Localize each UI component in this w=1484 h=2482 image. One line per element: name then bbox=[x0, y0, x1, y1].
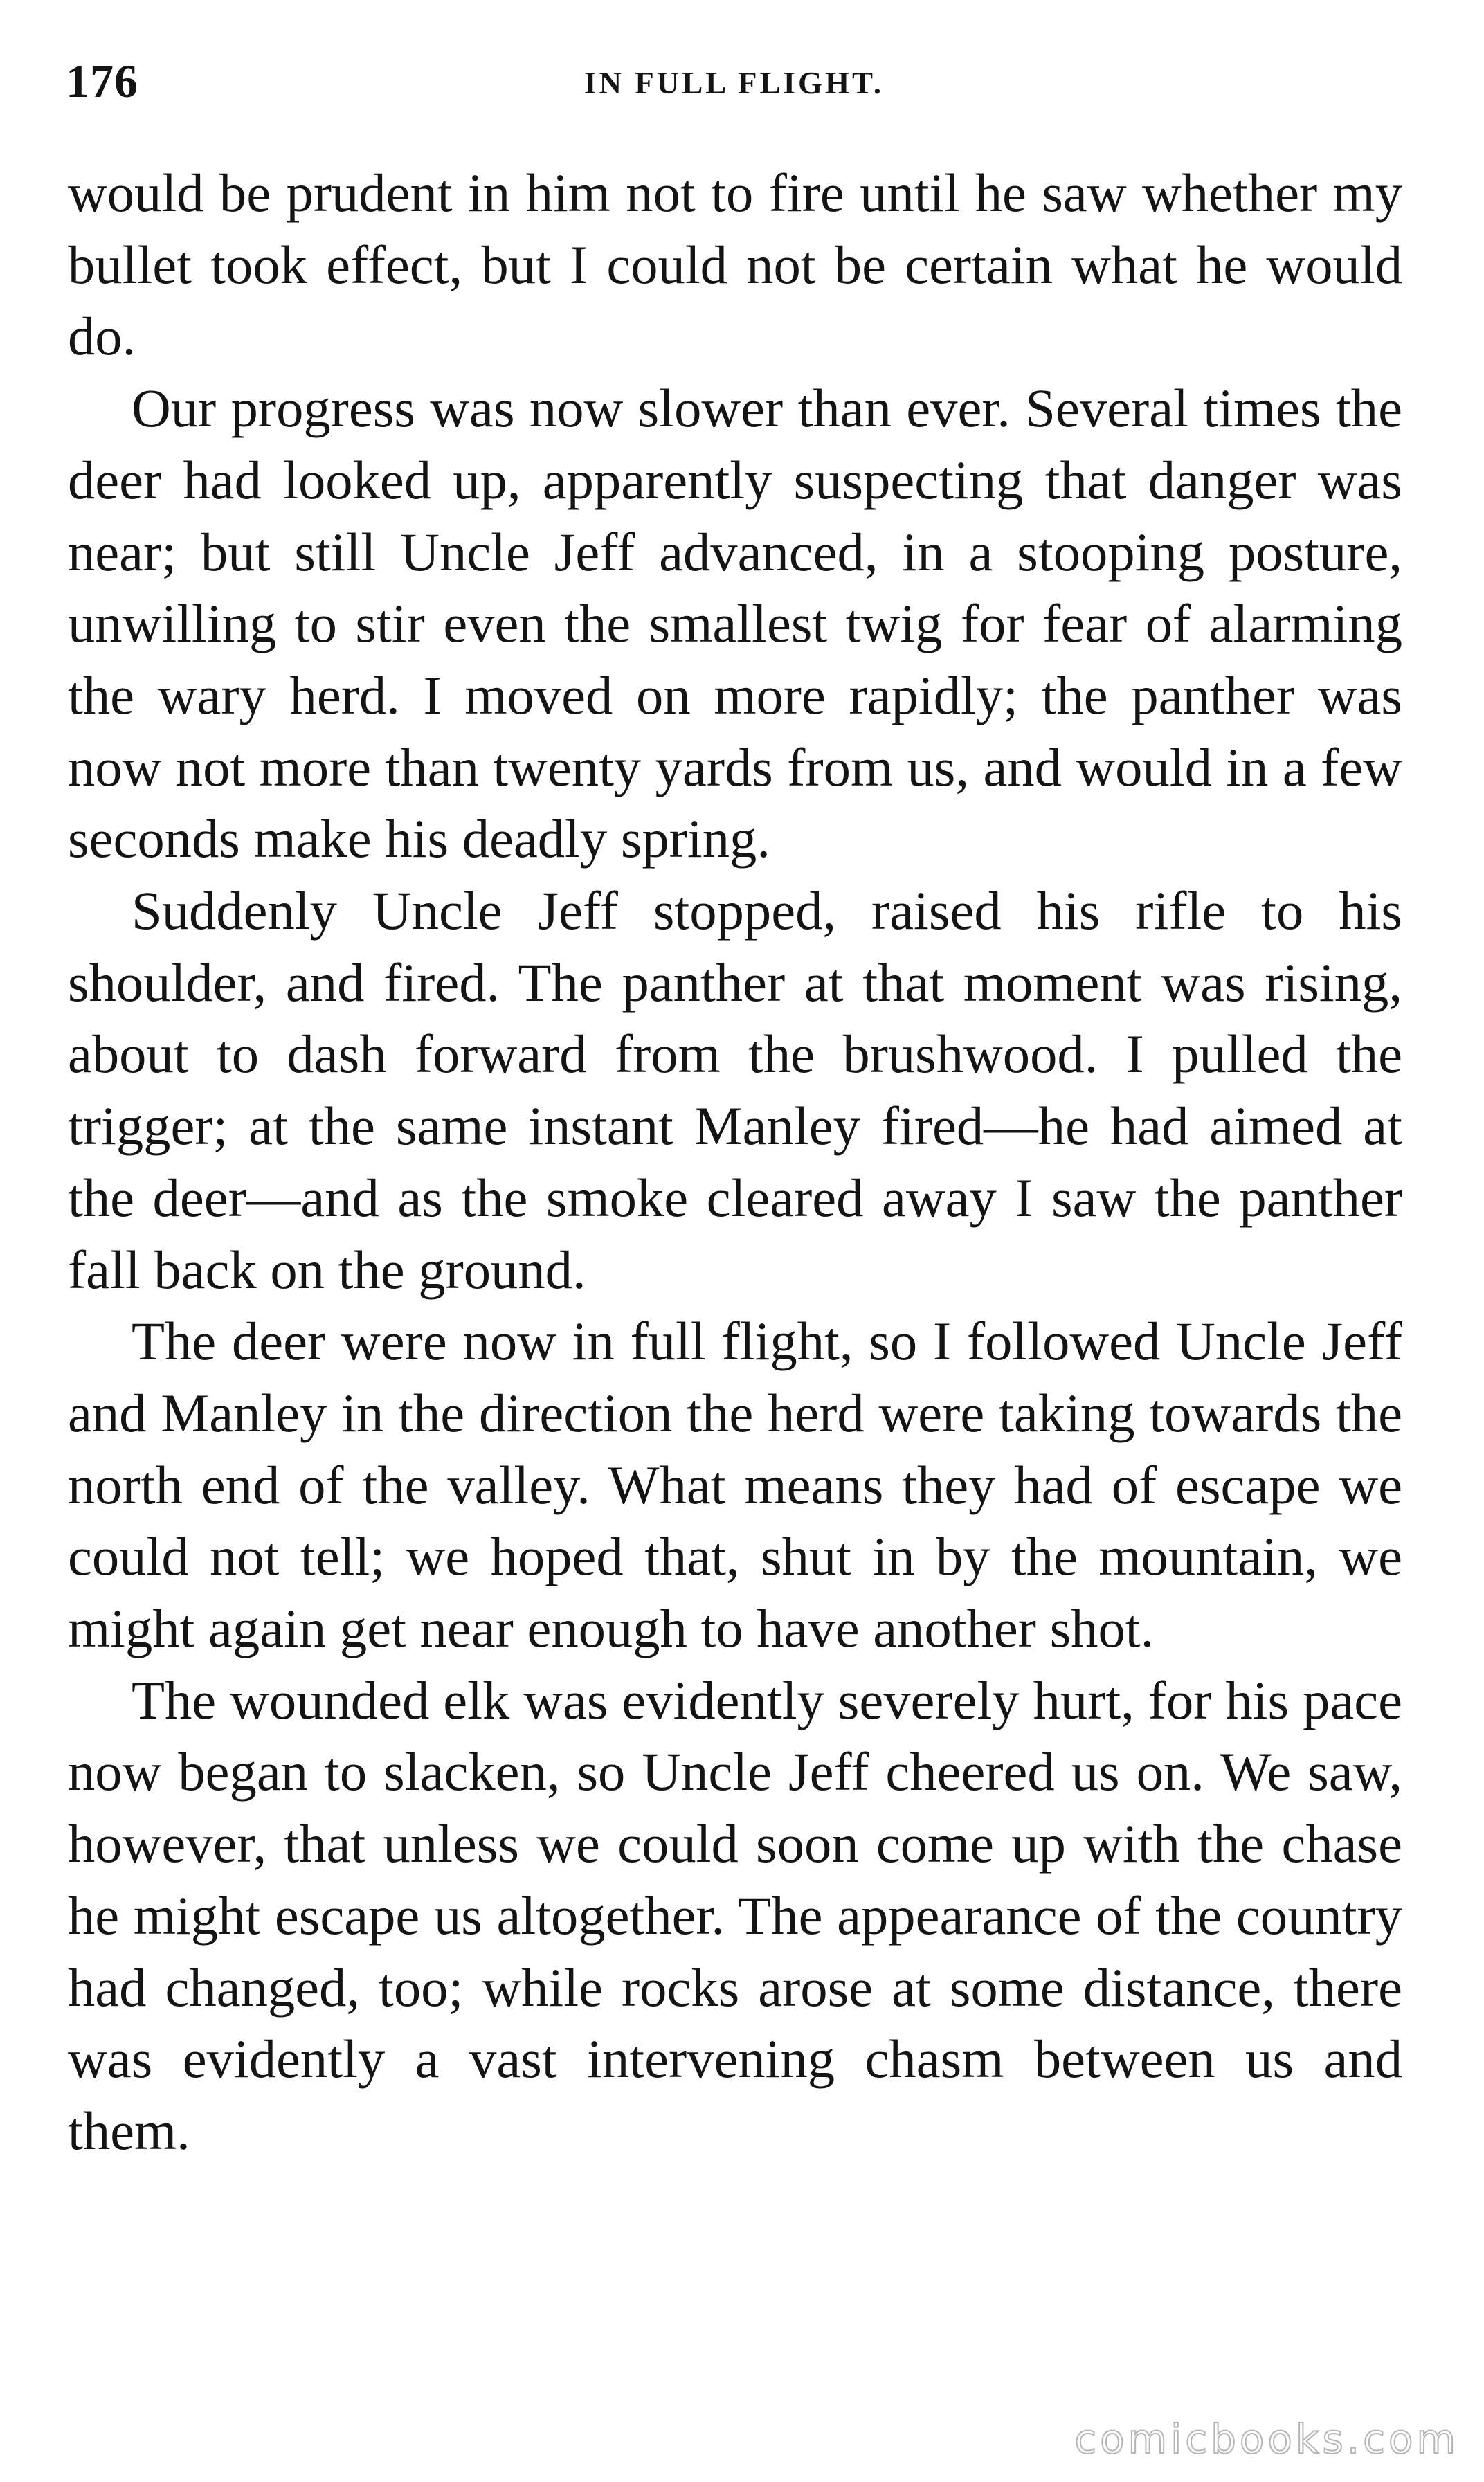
paragraph: The wounded elk was evidently severely hurt, for his pace now began to slacken, so Uncle Jeff cheered us on. We saw, however, that unless we could soon come up with the chase he might escape us altogether. The appearance of the country had changed, too; while rocks arose at some distance, there was evidently a vast intervening chasm between us and them. bbox=[68, 1670, 1402, 2162]
paragraph: Suddenly Uncle Jeff stopped, raised his rifle to his shoulder, and fired. The panther at that moment was rising, about to dash forward from the brushwood. I pulled the trigger; at the same instant Manley fired—he had aimed at the deer—and as the smoke cleared away I saw the panther fall back on the ground. bbox=[68, 881, 1402, 1301]
body-text bbox=[68, 158, 1402, 2168]
running-title: IN FULL FLIGHT. bbox=[584, 66, 884, 100]
watermark: comicbooks.com bbox=[1074, 2416, 1459, 2463]
paragraph: Our progress was now slower than ever. Several times the deer had looked up, apparently suspecting that danger was near; but still Uncle Jeff advanced, in a stooping posture, unwilling to stir even the smallest twig for fear of alarming the wary herd. I moved on more rapidly; the panther was now not more than twenty yards from us, and would in a few seconds make his deadly spring. bbox=[68, 379, 1402, 870]
running-head bbox=[66, 54, 1402, 116]
page-number: 176 bbox=[66, 55, 138, 107]
paragraph: The deer were now in full flight, so I followed Uncle Jeff and Manley in the direction the herd were taking towards the north end of the valley. What means they had of escape we could not tell; we hoped that, shut in by the mountain, we might again get near enough to have another shot. bbox=[68, 1312, 1402, 1660]
paragraph-continued: would be prudent in him not to fire until he saw whether my bullet took effect, but I could not be certain what he would do. bbox=[68, 163, 1402, 368]
